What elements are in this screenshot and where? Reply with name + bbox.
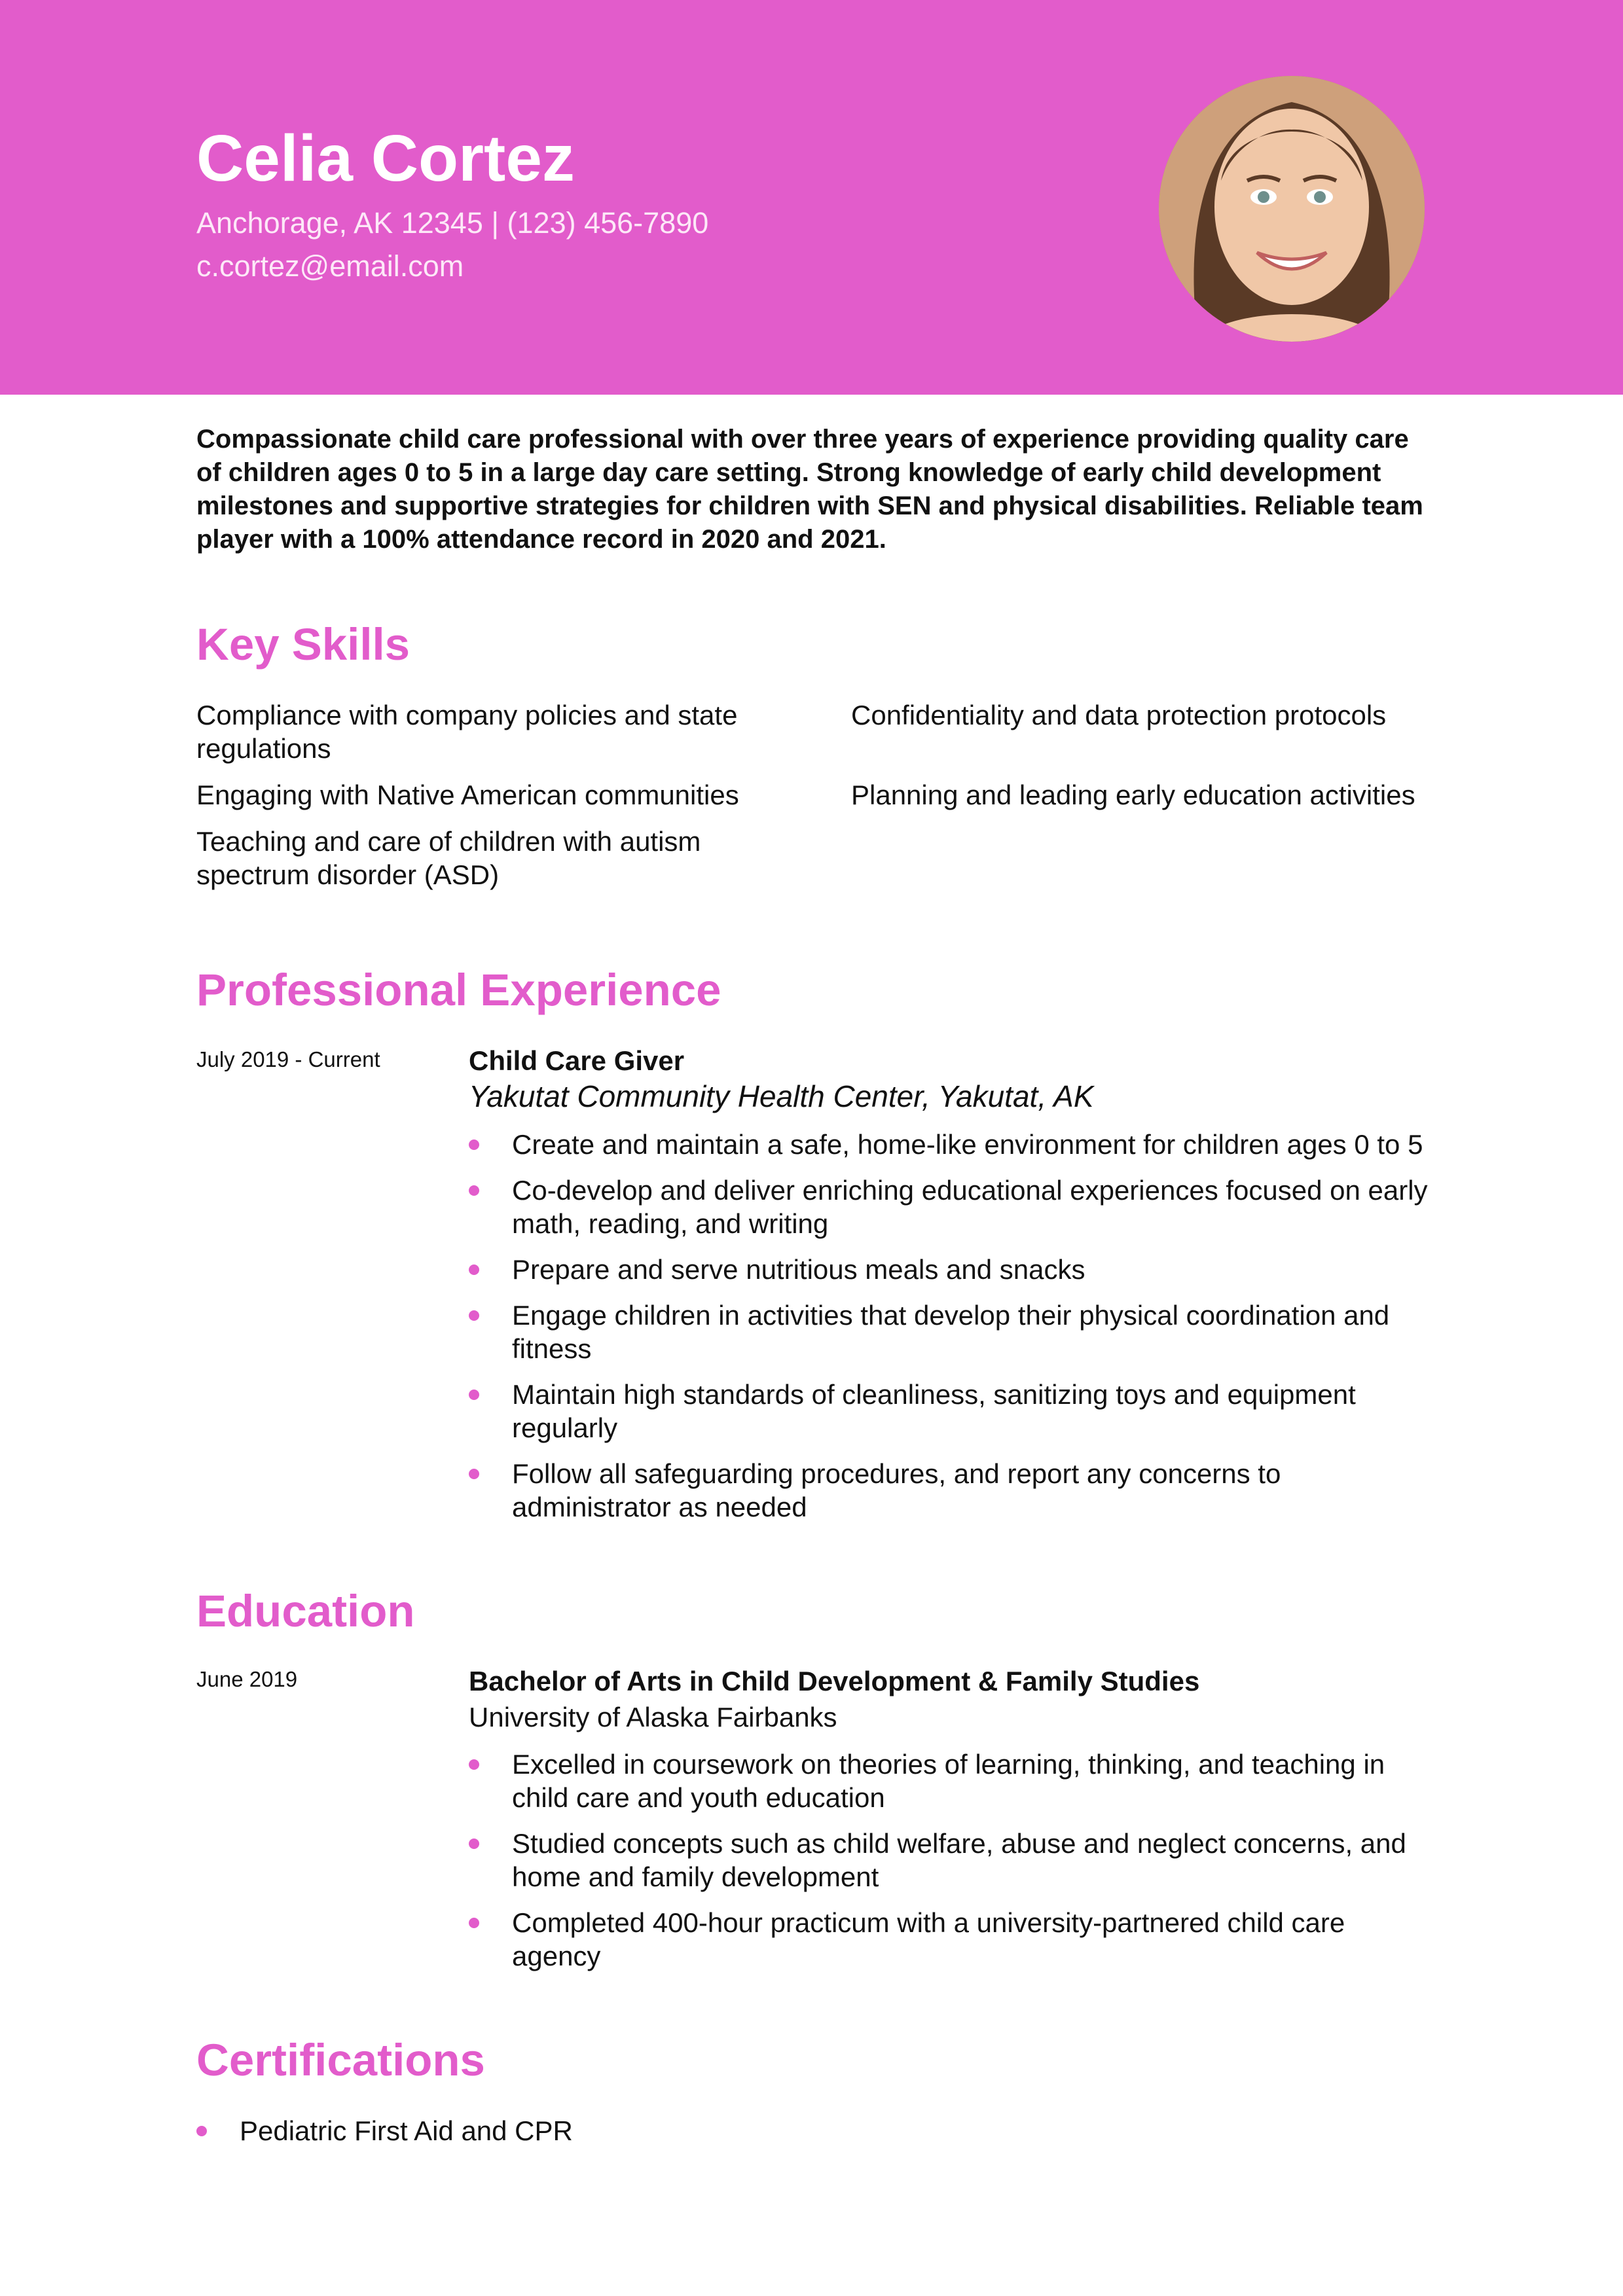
bullet-dot-icon <box>196 2126 207 2136</box>
skill-item: Engaging with Native American communities <box>196 780 739 810</box>
section-title-education: Education <box>196 1586 415 1636</box>
list-item <box>469 1253 1438 1286</box>
section-title-professional-experience: Professional Experience <box>196 965 721 1015</box>
list-item-text: Studied concepts such as child welfare, abuse and neglect concerns, and home and family development <box>512 1828 1406 1892</box>
list-item <box>469 1299 1438 1365</box>
contact-address-phone: Anchorage, AK 12345 | (123) 456-7890 <box>196 206 709 240</box>
skill-item: Compliance with company policies and state regulations <box>196 700 738 764</box>
bullet-dot-icon <box>469 1469 479 1479</box>
bullet-dot-icon <box>469 1390 479 1400</box>
bullet-dot-icon <box>469 1310 479 1321</box>
degree-title: Bachelor of Arts in Child Development & Family Studies <box>469 1666 1200 1696</box>
list-item-text: Maintain high standards of cleanliness, sanitizing toys and equipment regularly <box>512 1379 1356 1443</box>
list-item-text: Engage children in activities that develop their physical coordination and fitness <box>512 1300 1390 1364</box>
profile-photo <box>1159 76 1425 342</box>
list-item <box>196 2114 1434 2147</box>
bullet-dot-icon <box>469 1759 479 1770</box>
job-dates: July 2019 - Current <box>196 1047 380 1071</box>
skill-item: Teaching and care of children with autism spectrum disorder (ASD) <box>196 826 701 890</box>
list-item <box>469 1827 1438 1893</box>
bullet-dot-icon <box>469 1139 479 1150</box>
list-item <box>469 1457 1438 1524</box>
list-item-text: Co-develop and deliver enriching educational experiences focused on early math, reading, and writing <box>512 1175 1428 1239</box>
job-employer: Yakutat Community Health Center, Yakutat, AK <box>469 1079 1094 1113</box>
list-item-text: Follow all safeguarding procedures, and report any concerns to administrator as needed <box>512 1458 1281 1522</box>
skill-item: Planning and leading early education activities <box>851 780 1415 810</box>
certifications-list <box>196 2114 1434 2160</box>
education-details-list <box>469 1748 1438 1985</box>
list-item-text: Pediatric First Aid and CPR <box>240 2115 573 2146</box>
list-item <box>469 1906 1438 1973</box>
bullet-dot-icon <box>469 1839 479 1849</box>
list-item <box>469 1378 1438 1444</box>
list-item-text: Create and maintain a safe, home-like environment for children ages 0 to 5 <box>512 1129 1423 1160</box>
list-item <box>469 1748 1438 1814</box>
section-title-certifications: Certifications <box>196 2035 485 2085</box>
candidate-name: Celia Cortez <box>196 122 575 195</box>
section-title-key-skills: Key Skills <box>196 619 410 670</box>
professional-summary: Compassionate child care professional with over three years of experience providing quality care of children ages 0 to 5 in a large day care setting. Strong knowledge of early child development milestones and supportive strategies for children with SEN and physical disabilities. Reliable team player with a 100% attendance record in 2020 and 2021. <box>196 425 1423 554</box>
list-item-text: Excelled in coursework on theories of learning, thinking, and teaching in child care and youth education <box>512 1749 1385 1813</box>
bullet-dot-icon <box>469 1265 479 1275</box>
header-banner <box>0 0 1623 395</box>
contact-email[interactable]: c.cortez@email.com <box>196 249 464 283</box>
bullet-dot-icon <box>469 1918 479 1928</box>
school-name: University of Alaska Fairbanks <box>469 1702 837 1732</box>
education-date: June 2019 <box>196 1667 298 1691</box>
bullet-dot-icon <box>469 1185 479 1196</box>
job-duties-list <box>469 1128 1438 1536</box>
list-item <box>469 1174 1438 1240</box>
skill-item: Confidentiality and data protection protocols <box>851 700 1387 730</box>
list-item <box>469 1128 1438 1161</box>
job-title: Child Care Giver <box>469 1045 685 1076</box>
list-item-text: Completed 400-hour practicum with a university-partnered child care agency <box>512 1907 1345 1971</box>
list-item-text: Prepare and serve nutritious meals and snacks <box>512 1254 1085 1285</box>
